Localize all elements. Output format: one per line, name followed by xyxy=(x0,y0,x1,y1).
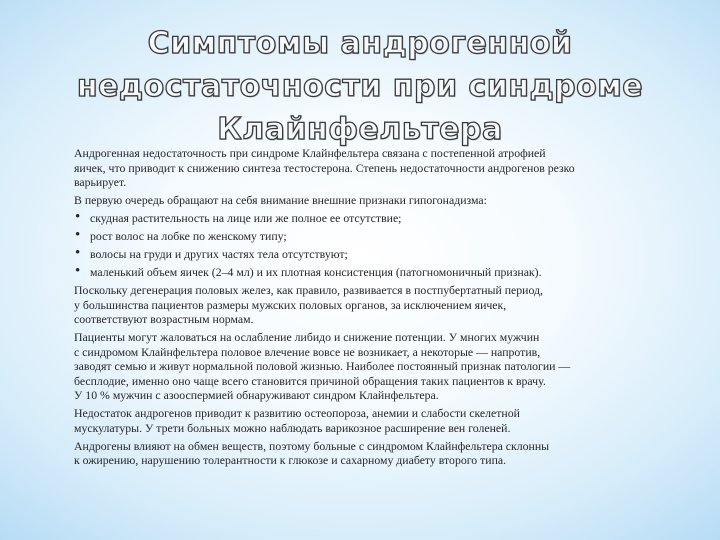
list-item xyxy=(74,208,664,226)
bullet-icon: • xyxy=(75,244,81,261)
text-line: Недостаток андрогенов приводит к развитию остеопороза, анемии и слабости скелетной xyxy=(74,406,520,421)
text-line: мускулатуры. У трети больных можно наблюдать варикозное расширение вен голеней. xyxy=(74,420,511,435)
text-line: яичек, что приводит к снижению синтеза тестостерона. Степень недостаточности андрогенов резко xyxy=(74,160,575,175)
paragraph-libido xyxy=(74,330,664,403)
slide-body xyxy=(74,146,664,471)
slide-title: Симптомы андрогенной недостаточности при синдроме Клайнфельтера xyxy=(76,26,644,147)
text-line: у большинства пациентов размеры мужских половых органов, за исключением яичек, xyxy=(74,297,507,312)
list-item-text: маленький объем яичек (2–4 мл) и их плотная консистенция (патогномоничный признак). xyxy=(90,265,542,280)
text-line: Пациенты могут жаловаться на ослабление либидо и снижение потенции. У многих мужчин xyxy=(74,330,540,345)
list-item xyxy=(74,244,664,262)
text-line: заводят семью и живут нормальной половой жизнью. Наиболее постоянный признак патологии — xyxy=(74,359,571,374)
text-line: Андрогенная недостаточность при синдроме Клайнфельтера связана с постепенной атрофией xyxy=(74,146,546,160)
text-line: Поскольку дегенерация половых желез, как правило, развивается в постпубертатный период, xyxy=(74,283,544,298)
paragraph-metabolism xyxy=(74,439,664,468)
paragraph-degeneration xyxy=(74,283,664,327)
text-line: соответствуют возрастным нормам. xyxy=(74,312,254,327)
list-item-text: рост волос на лобке по женскому типу; xyxy=(90,228,287,243)
text-line: варьирует. xyxy=(74,175,127,190)
bullet-icon: • xyxy=(75,208,81,225)
paragraph-intro xyxy=(74,146,664,190)
list-item-text: скудная растительность на лице или же полное ее отсутствие; xyxy=(90,210,402,225)
text-line: Андрогены влияют на обмен веществ, поэтому больные с синдромом Клайнфельтера склонны xyxy=(74,438,550,453)
paragraph-osteoporosis xyxy=(74,406,664,435)
text-line: с синдромом Клайнфельтера половое влечение вовсе не возникает, а некоторые — напротив, xyxy=(74,344,541,359)
symptom-list xyxy=(74,208,664,280)
list-item xyxy=(74,265,664,280)
text-line: бесплодие, именно оно чаще всего становится причиной обращения таких пациентов к врачу. xyxy=(74,373,546,388)
text-line: У 10 % мужчин с азооспермией обнаруживают синдром Клайнфельтера. xyxy=(74,388,439,403)
list-item xyxy=(74,226,664,244)
text-line: к ожирению, нарушению толерантности к глюкозе и сахарному диабету второго типа. xyxy=(74,453,507,468)
list-item-text: волосы на груди и других частях тела отсутствуют; xyxy=(90,246,348,261)
bullet-icon: • xyxy=(75,226,81,243)
bullet-icon: • xyxy=(75,263,81,280)
paragraph-signs-lead: В первую очередь обращают на себя внимание внешние признаки гипогонадизма: xyxy=(74,192,487,207)
